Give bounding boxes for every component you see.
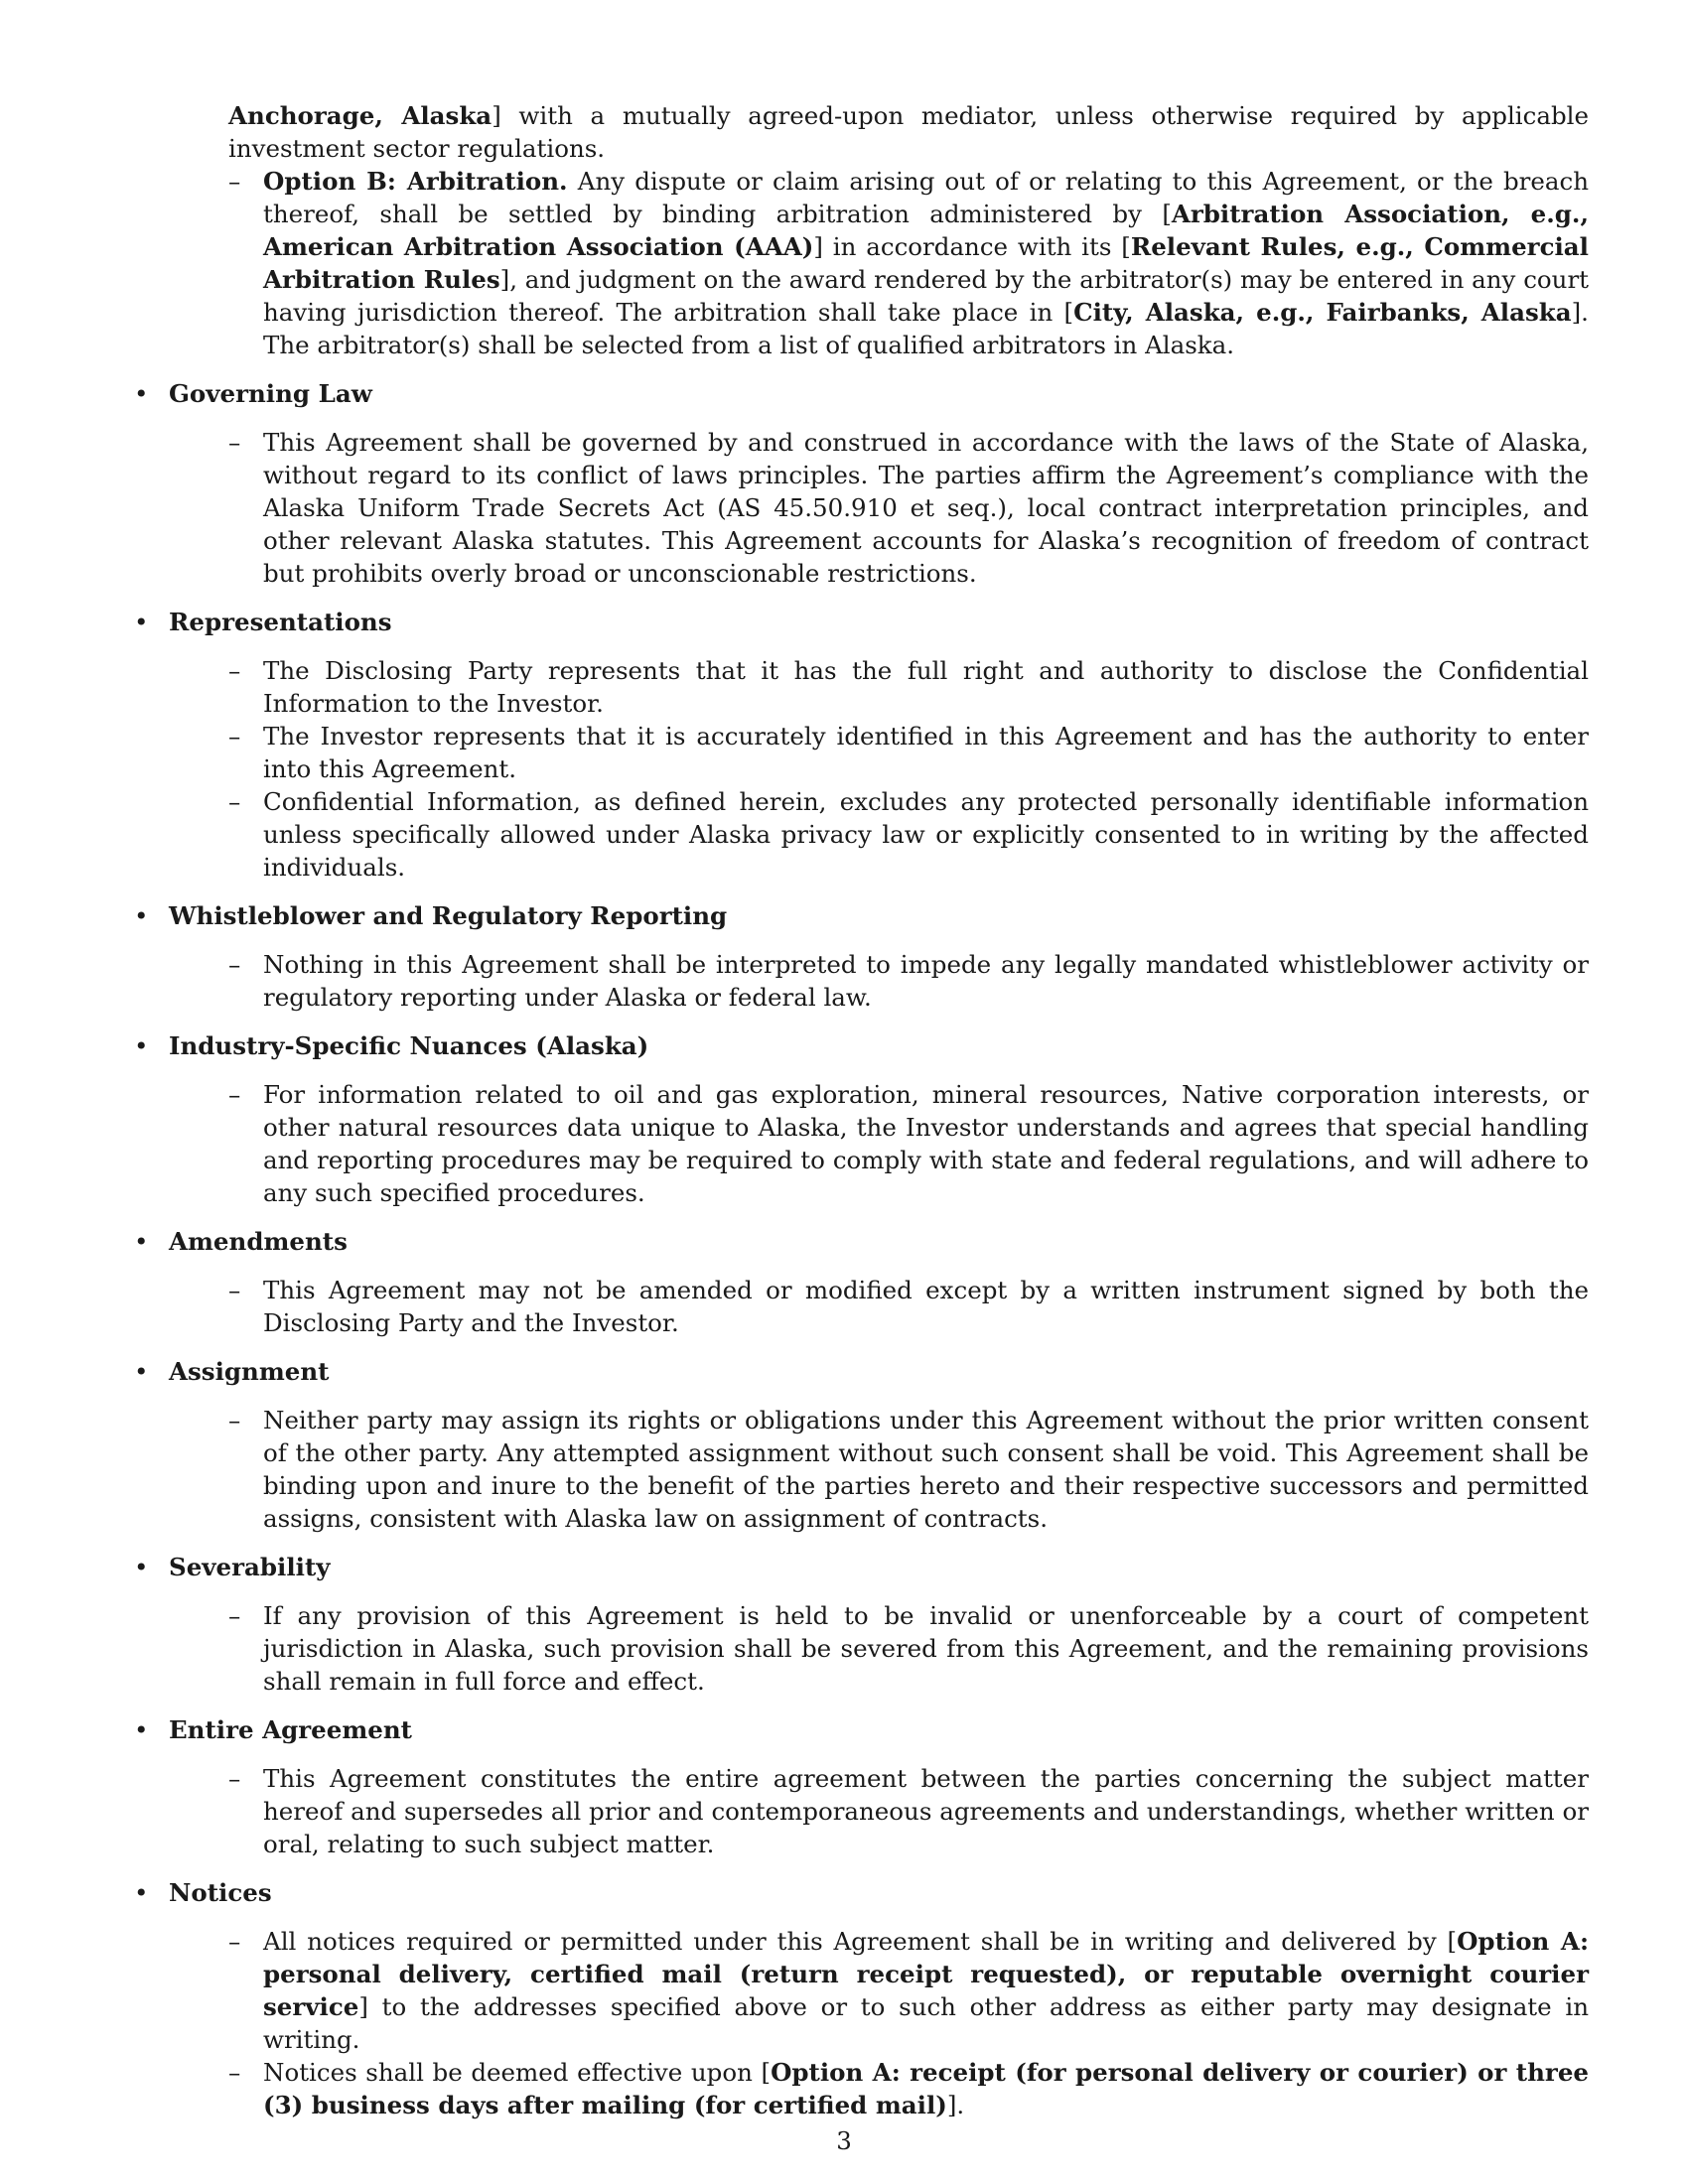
dash-marker: – (228, 1764, 241, 1793)
clause-text (263, 1601, 1589, 1696)
dash-marker: – (228, 950, 241, 979)
text-run: The Disclosing Party represents that it has the full right and authority to disclose the Confidential Information to the Investor. (263, 656, 1589, 718)
text-run: Confidential Information, as defined herein, excludes any protected personally identifiable information unless specifically allowed under Alaska privacy law or explicitly consented to in writing by the affected individuals. (263, 787, 1589, 882)
clause-text (263, 1080, 1589, 1207)
bullet-marker: • (134, 1553, 149, 1581)
bold-placeholder-text: Option A: personal delivery, certified mail (return receipt requested), or reputable overnight courier service (263, 1927, 1589, 2021)
text-run: The Investor represents that it is accurately identified in this Agreement and has the authority to enter into this Agreement. (263, 722, 1589, 783)
clause-item (228, 720, 1589, 785)
clause-item (228, 2056, 1589, 2121)
text-run: ]. The arbitrator(s) shall be selected from a list of qualified arbitrators in Alaska. (263, 298, 1589, 359)
bullet-marker: • (134, 379, 149, 408)
dash-marker: – (228, 722, 241, 751)
text-run: Nothing in this Agreement shall be interpreted to impede any legally mandated whistleblower activity or regulatory reporting under Alaska or federal law. (263, 950, 1589, 1012)
text-run: This Agreement may not be amended or modified except by a written instrument signed by both the Disclosing Party and the Investor. (263, 1276, 1589, 1337)
dash-marker: – (228, 1601, 241, 1630)
section-heading-text: Industry-Specific Nuances (Alaska) (169, 1031, 649, 1060)
section-heading (134, 606, 1589, 638)
bold-placeholder-text: Option B: Arbitration. (263, 167, 568, 196)
text-run: ]. (946, 2091, 965, 2119)
bold-placeholder-text: Anchorage, Alaska (228, 101, 492, 130)
section-heading-text: Whistleblower and Regulatory Reporting (169, 901, 728, 930)
section-heading-text: Notices (169, 1878, 272, 1907)
bold-placeholder-text: City, Alaska, e.g., Fairbanks, Alaska (1073, 298, 1572, 327)
bold-placeholder-text: Relevant Rules, e.g., Commercial Arbitration Rules (263, 232, 1589, 294)
dash-marker: – (228, 656, 241, 685)
bold-placeholder-text: Option A: receipt (for personal delivery or courier) or three (3) business days after mailing (for certified mail) (263, 2058, 1589, 2119)
bullet-marker: • (134, 1878, 149, 1907)
dash-marker: – (228, 787, 241, 816)
clause-item (228, 1274, 1589, 1339)
text-run: Neither party may assign its rights or obligations under this Agreement without the prior written consent of the other party. Any attempted assignment without such consent shall be void. This Agreement shall be binding upon and inure to the benefit of the parties hereto and their respective successors and permitted assigns, consistent with Alaska law on assignment of contracts. (263, 1406, 1589, 1533)
dash-marker: – (228, 2058, 241, 2087)
text-run: ] in accordance with its [ (813, 232, 1131, 261)
arbitration-option-text (263, 167, 1589, 359)
section-heading-text: Amendments (169, 1227, 348, 1256)
clause-item (228, 1404, 1589, 1535)
section-heading (134, 1551, 1589, 1583)
bold-placeholder-text: Arbitration Association, e.g., American Arbitration Association (AAA) (263, 200, 1589, 261)
clause-item (228, 1599, 1589, 1698)
section-heading (134, 377, 1589, 410)
text-run: Notices shall be deemed effective upon [ (263, 2058, 772, 2087)
text-run: This Agreement constitutes the entire agreement between the parties concerning the subject matter hereof and supersedes all prior and contemporaneous agreements and understandings, whether written or oral, relating to such subject matter. (263, 1764, 1589, 1858)
section-heading (134, 1355, 1589, 1388)
bullet-marker: • (134, 608, 149, 636)
section-heading (134, 1225, 1589, 1258)
section-heading-text: Entire Agreement (169, 1715, 412, 1744)
clause-text (263, 1927, 1589, 2054)
sections-list (134, 377, 1589, 2121)
clause-text (263, 2058, 1589, 2119)
clause-item (228, 1762, 1589, 1860)
section-heading (134, 899, 1589, 932)
section-heading-text: Severability (169, 1553, 331, 1581)
dash-marker: – (228, 1927, 241, 1956)
text-run: This Agreement shall be governed by and construed in accordance with the laws of the State of Alaska, without regard to its conflict of laws principles. The parties affirm the Agreement’s compliance with the Alaska Uniform Trade Secrets Act (AS 45.50.910 et seq.), local contract interpretation principles, and other relevant Alaska statutes. This Agreement accounts for Alaska’s recognition of freedom of contract but prohibits overly broad or unconscionable restrictions. (263, 428, 1589, 588)
bullet-marker: • (134, 1227, 149, 1256)
section-heading (134, 1713, 1589, 1746)
section-heading (134, 1029, 1589, 1062)
clause-item (228, 948, 1589, 1014)
clause-text (263, 722, 1589, 783)
section-heading-text: Assignment (169, 1357, 330, 1386)
section-heading-text: Governing Law (169, 379, 372, 408)
dash-marker: – (228, 1080, 241, 1109)
clause-item (228, 1078, 1589, 1209)
page-number: 3 (836, 2126, 852, 2155)
clause-text (263, 1276, 1589, 1337)
text-run: ], and judgment on the award rendered by the arbitrator(s) may be entered in any court having jurisdiction thereof. The arbitration shall take place in [ (263, 265, 1590, 327)
text-run: Any dispute or claim arising out of or relating to this Agreement, or the breach thereof, shall be settled by binding arbitration administered by [ (263, 167, 1589, 228)
dash-marker: – (228, 1276, 241, 1304)
clause-text (263, 656, 1589, 718)
dash-marker: – (228, 428, 241, 457)
clause-text (263, 1764, 1589, 1858)
clause-text (263, 428, 1589, 588)
clause-item (228, 654, 1589, 720)
text-run: ] with a mutually agreed-upon mediator, unless otherwise required by applicable investment sector regulations. (228, 101, 1589, 163)
section-heading-text: Representations (169, 608, 392, 636)
clause-text (263, 950, 1589, 1012)
clause-item (228, 426, 1589, 590)
page-content (134, 99, 1589, 2121)
text-run: ] to the addresses specified above or to such other address as either party may designate in writing. (263, 1992, 1589, 2054)
bullet-marker: • (134, 1357, 149, 1386)
section-heading (134, 1876, 1589, 1909)
text-run: All notices required or permitted under this Agreement shall be in writing and delivered by [ (263, 1927, 1458, 1956)
bullet-marker: • (134, 1715, 149, 1744)
clause-text (263, 787, 1589, 882)
continued-paragraph (228, 99, 1589, 165)
dash-marker: – (228, 167, 241, 196)
bullet-marker: • (134, 1031, 149, 1060)
text-run: If any provision of this Agreement is held to be invalid or unenforceable by a court of competent jurisdiction in Alaska, such provision shall be severed from this Agreement, and the remaining provisions shall remain in full force and effect. (263, 1601, 1589, 1696)
clause-item (228, 785, 1589, 884)
clause-text (263, 1406, 1589, 1533)
arbitration-option-item (228, 165, 1589, 361)
clause-item (228, 1925, 1589, 2056)
dash-marker: – (228, 1406, 241, 1434)
bullet-marker: • (134, 901, 149, 930)
text-run: For information related to oil and gas exploration, mineral resources, Native corporation interests, or other natural resources data unique to Alaska, the Investor understands and agrees that special handling and reporting procedures may be required to comply with state and federal regulations, and will adhere to any such specified procedures. (263, 1080, 1589, 1207)
